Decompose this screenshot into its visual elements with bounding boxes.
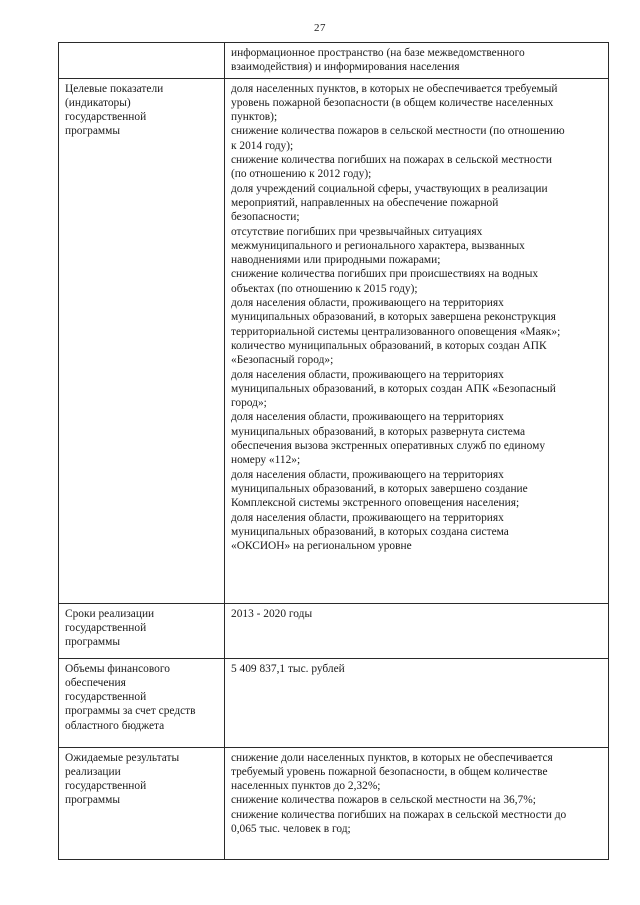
text-line: (по отношению к 2012 году); xyxy=(231,168,372,181)
text-line: взаимодействия) и информирования населения xyxy=(231,61,460,74)
text-line: муниципальных образований, в которых завершено создание xyxy=(231,482,528,495)
table-row-terms xyxy=(59,603,609,658)
text-line: к 2014 году); xyxy=(231,139,294,152)
text-line: количество муниципальных образований, в которых создан АПК xyxy=(231,339,547,352)
table-row-finance xyxy=(59,658,609,747)
row-value-cell xyxy=(225,78,609,603)
label-line: Объемы финансового xyxy=(65,662,170,675)
text-line: доля населения области, проживающего на территориях xyxy=(231,297,504,310)
text-line: снижение количества пожаров в сельской местности на 36,7%; xyxy=(231,794,536,807)
program-passport-table xyxy=(58,42,609,860)
label-line: программы xyxy=(65,794,120,807)
text-line: снижение количества погибших на пожарах в сельской местности до xyxy=(231,808,567,821)
row-value-cell xyxy=(225,603,609,658)
table-row-indicators xyxy=(59,78,609,603)
text-line: «Безопасный город»; xyxy=(231,354,334,367)
row-value-cell xyxy=(225,43,609,79)
text-line: доля населения области, проживающего на территориях xyxy=(231,368,504,381)
text-line: мероприятий, направленных на обеспечение пожарной xyxy=(231,196,499,209)
row-label-cell xyxy=(59,43,225,79)
label-line: государственной xyxy=(65,780,147,793)
page-number: 27 xyxy=(314,22,326,34)
label-line: государственной xyxy=(65,111,147,124)
text-line: город»; xyxy=(231,397,267,410)
row-value-cell xyxy=(225,747,609,859)
label-line: реализации xyxy=(65,765,121,778)
row-label-cell xyxy=(59,747,225,859)
text-line: доля населения области, проживающего на территориях xyxy=(231,511,504,524)
text-line: доля населения области, проживающего на территориях xyxy=(231,411,504,424)
text-line: доля населенных пунктов, в которых не обеспечивается требуемый xyxy=(231,82,558,95)
text-line: 2013 - 2020 годы xyxy=(231,607,313,620)
table-row-information xyxy=(59,43,609,79)
row-label-cell xyxy=(59,78,225,603)
label-line: Ожидаемые результаты xyxy=(65,751,180,764)
table-row-results xyxy=(59,747,609,859)
text-line: объектах (по отношению к 2015 году); xyxy=(231,282,418,295)
label-line: программы за счет средств xyxy=(65,705,196,718)
text-line: снижение количества пожаров в сельской местности (по отношению xyxy=(231,125,565,138)
text-line: территориальной системы централизованного оповещения «Маяк»; xyxy=(231,325,561,338)
text-line: наводнениями или природными пожарами; xyxy=(231,254,441,267)
text-line: населенных пунктов до 2,32%; xyxy=(231,780,381,793)
text-line: требуемый уровень пожарной безопасности, в общем количестве xyxy=(231,765,548,778)
text-line: снижение количества погибших на пожарах в сельской местности xyxy=(231,154,552,167)
text-line: обеспечения вызова экстренных оперативных служб по единому xyxy=(231,440,546,453)
text-line: уровень пожарной безопасности (в общем количестве населенных xyxy=(231,96,554,109)
text-line: снижение количества погибших при происшествиях на водных xyxy=(231,268,539,281)
text-line: отсутствие погибших при чрезвычайных ситуациях xyxy=(231,225,483,238)
row-label-cell xyxy=(59,658,225,747)
text-line: доля учреждений социальной сферы, участвующих в реализации xyxy=(231,182,548,195)
text-line: доля населения области, проживающего на территориях xyxy=(231,468,504,481)
text-line: Комплексной системы экстренного оповещения населения; xyxy=(231,497,520,510)
label-line: Сроки реализации xyxy=(65,607,155,620)
label-line: обеспечения xyxy=(65,676,126,689)
label-line: государственной xyxy=(65,691,147,704)
label-line: (индикаторы) xyxy=(65,96,131,109)
text-line: снижение доли населенных пунктов, в которых не обеспечивается xyxy=(231,751,553,764)
text-line: 5 409 837,1 тыс. рублей xyxy=(231,662,345,675)
label-line: Целевые показатели xyxy=(65,82,164,95)
text-line: 0,065 тыс. человек в год; xyxy=(231,823,351,836)
label-line: программы xyxy=(65,125,120,138)
label-line: областного бюджета xyxy=(65,719,165,732)
text-line: муниципальных образований, в которых создан АПК «Безопасный xyxy=(231,382,556,395)
row-value-cell xyxy=(225,658,609,747)
text-line: номеру «112»; xyxy=(231,454,301,467)
text-line: межмуниципального и регионального характера, вызванных xyxy=(231,239,525,252)
text-line: пунктов); xyxy=(231,111,278,124)
text-line: «ОКСИОН» на региональном уровне xyxy=(231,540,412,553)
label-line: программы xyxy=(65,636,120,649)
row-label-cell xyxy=(59,603,225,658)
text-line: информационное пространство (на базе межведомственного xyxy=(231,47,525,59)
text-line: муниципальных образований, в которых развернута система xyxy=(231,425,526,438)
label-line: государственной xyxy=(65,621,147,634)
text-line: муниципальных образований, в которых создана система xyxy=(231,525,509,538)
text-line: безопасности; xyxy=(231,211,300,224)
text-line: муниципальных образований, в которых завершена реконструкция xyxy=(231,311,556,324)
